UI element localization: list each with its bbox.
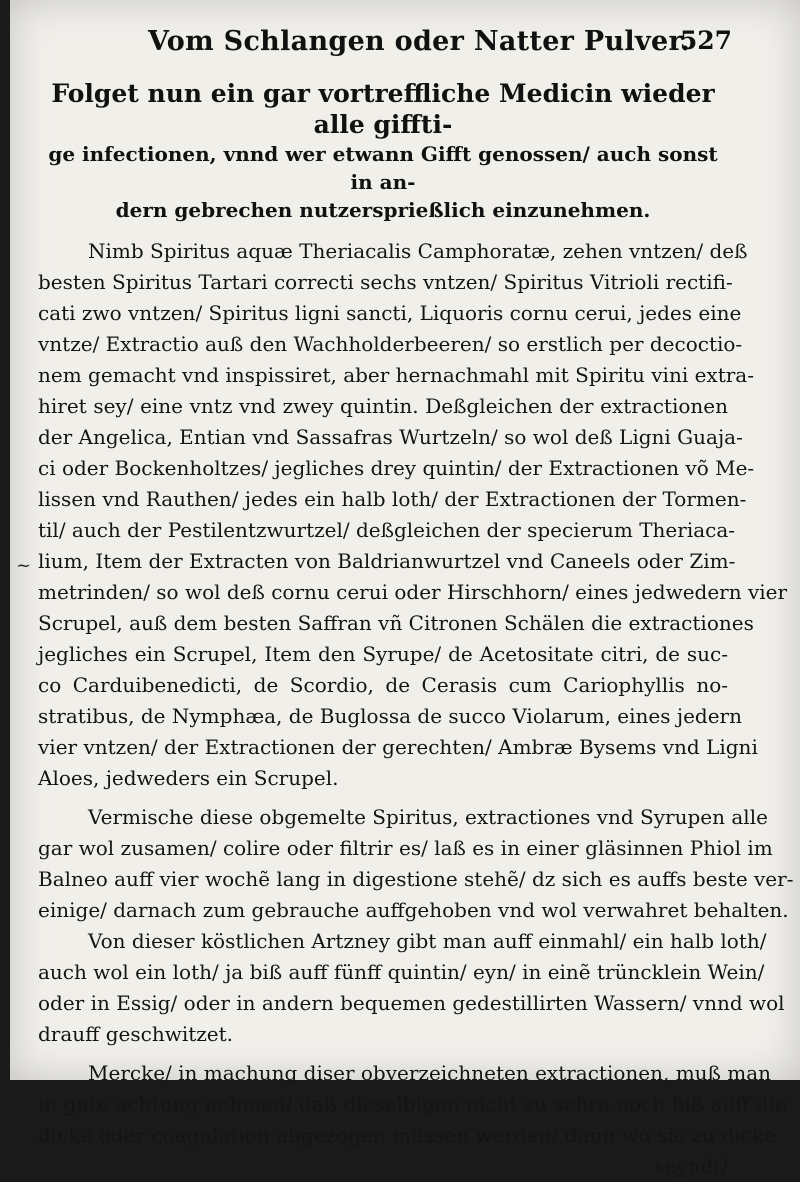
text-line: ci oder Bockenholtzes/ jegliches drey quintin/ der Extractionen võ Me-: [38, 456, 755, 480]
text-line: lissen vnd Rauthen/ jedes ein halb loth/ der Extractionen der Tormen-: [38, 487, 747, 511]
text-line: co Carduibenedicti, de Scordio, de Cerasis cum Cariophyllis no-: [38, 673, 728, 697]
running-title: Vom Schlangen oder Natter Pulver.: [148, 26, 691, 57]
text-line: cati zwo vntzen/ Spiritus ligni sancti, Liquoris cornu cerui, jedes eine: [38, 301, 742, 325]
text-line: jegliches ein Scrupel, Item den Syrupe/ de Acetositate citri, de suc-: [38, 642, 728, 666]
text-line: nem gemacht vnd inspissiret, aber hernachmahl mit Spiritu vini extra-: [38, 363, 754, 387]
body-text: [38, 236, 794, 1182]
text-line: Aloes, jedweders ein Scrupel.: [38, 766, 339, 790]
section-heading: [38, 78, 728, 224]
text-line: Von dieser köstlichen Artzney gibt man auff einmahl/ ein halb loth/: [88, 929, 767, 953]
paragraph-dosage: [38, 926, 785, 1050]
text-line: hiret sey/ eine vntz vnd zwey quintin. Deßgleichen der extractionen: [38, 394, 728, 418]
text-line: vntze/ Extractio auß den Wachholderbeeren/ so erstlich per decoctio-: [38, 332, 743, 356]
margin-mark-icon: ~: [16, 555, 32, 576]
text-line: Nimb Spiritus aquæ Theriacalis Camphoratæ, zehen vntzen/ deß: [88, 239, 748, 263]
paragraph-note: [38, 1058, 787, 1182]
text-line: oder in Essig/ oder in andern bequemen gedestillirten Wassern/ vnnd wol: [38, 991, 785, 1015]
text-line: auch wol ein loth/ ja biß auff fünff quintin/ eyn/ in einẽ trüncklein Wein/: [38, 960, 765, 984]
running-head: [38, 20, 732, 60]
page-content: [16, 20, 794, 1182]
text-line: Balneo auff vier wochẽ lang in digestione stehẽ/ dz sich es auffs beste ver-: [38, 867, 794, 891]
heading-line: dern gebrechen nutzersprießlich einzunehmen.: [115, 198, 651, 222]
paragraph-mixing: [38, 802, 794, 926]
text-line: einige/ darnach zum gebrauche auffgehoben vnd wol verwahret behalten.: [38, 898, 789, 922]
text-line: der Angelica, Entian vnd Sassafras Wurtzeln/ so wol deß Ligni Guaja-: [38, 425, 743, 449]
text-line: gar wol zusamen/ colire oder filtrir es/ laß es in einer gläsinnen Phiol im: [38, 836, 773, 860]
catchword-line: seyndt/: [654, 1154, 728, 1178]
text-line: metrinden/ so wol deß cornu cerui oder Hirschhorn/ eines jedwedern vier: [38, 580, 788, 604]
text-line: til/ auch der Pestilentzwurtzel/ deßgleichen der specierum Theriaca-: [38, 518, 736, 542]
paragraph-recipe: [38, 236, 788, 794]
text-line: Mercke/ in machung diser obverzeichneten extractionen, muß man: [88, 1061, 772, 1085]
text-line: in gute achtung nehmen/ daß dieselbigen nicht zu sehre noch biß auff die: [38, 1092, 787, 1116]
heading-line: Folget nun ein gar vortreffliche Medicin wieder alle giffti-: [51, 79, 715, 139]
text-line: dicke oder coagulation abgezogen müssen werden/ dann wo sie zu dicke: [38, 1123, 776, 1147]
text-line: besten Spiritus Tartari correcti sechs vntzen/ Spiritus Vitrioli rectifi-: [38, 270, 733, 294]
text-line: stratibus, de Nymphæa, de Buglossa de succo Violarum, eines jedern: [38, 704, 742, 728]
text-line: Scrupel, auß dem besten Saffran vñ Citronen Schälen die extractiones: [38, 611, 754, 635]
heading-line: ge infectionen, vnnd wer etwann Gifft genossen/ auch sonst in an-: [48, 142, 718, 194]
text-line: Vermische diese obgemelte Spiritus, extractiones vnd Syrupen alle: [88, 805, 768, 829]
text-line: vier vntzen/ der Extractionen der gerechten/ Ambræ Bysems vnd Ligni: [38, 735, 758, 759]
text-line: drauff geschwitzet.: [38, 1022, 234, 1046]
book-page: [10, 0, 800, 1178]
text-line: lium, Item der Extracten von Baldrianwurtzel vnd Caneels oder Zim-: [38, 549, 736, 573]
page-number: 527: [679, 26, 732, 55]
